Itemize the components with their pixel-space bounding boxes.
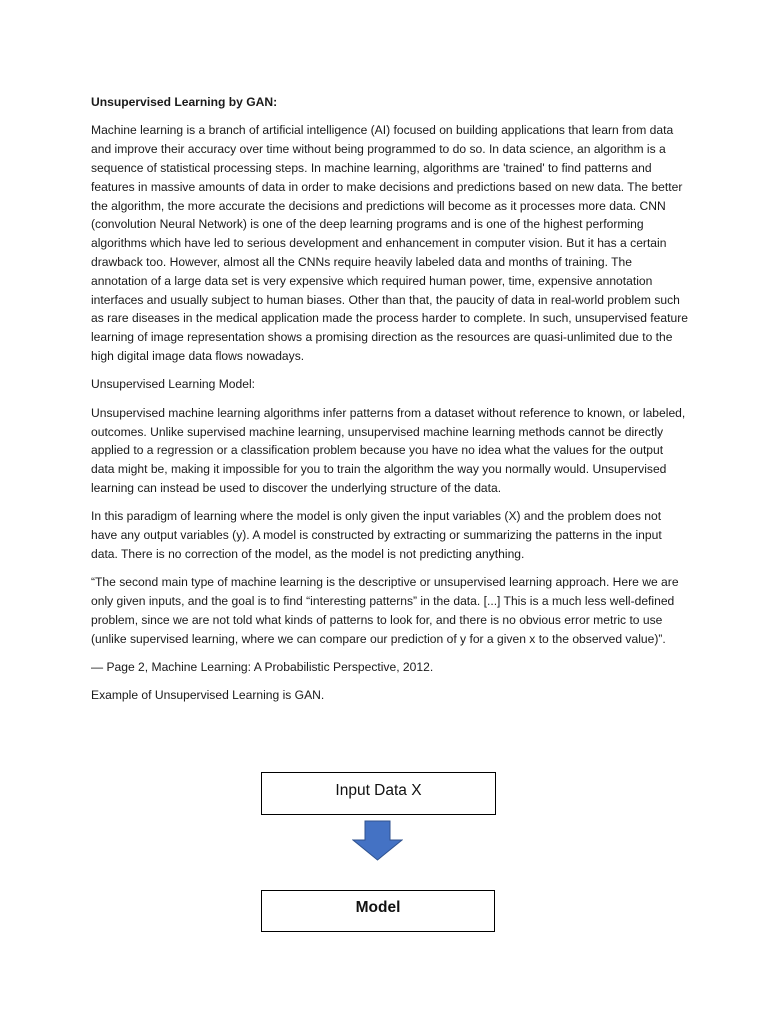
document-body [91, 93, 688, 715]
quote-paragraph: “The second main type of machine learning is the descriptive or unsupervised learning approach. Here we are only given inputs, and the goal is to find “interesting patterns” in the data. [...] This is a much less well-defined problem, since we are not told what kinds of patterns to look for, and there is no obvious error metric to use (unlike supervised learning, where we can compare our prediction of y for a given x to the observed value)”. [91, 575, 679, 646]
paragraph-unsupervised: Unsupervised machine learning algorithms infer patterns from a dataset without reference to known, or labeled, outcomes. Unlike supervised machine learning, unsupervised machine learning methods cannot be directly applied to a regression or a classification problem because you have no idea what the values for the output data might be, making it impossible for you to train the algorithm the way you normally would. Unsupervised learning can instead be used to discover the underlying structure of the data. [91, 405, 686, 495]
arrow-down-icon [352, 820, 403, 861]
paragraph-paradigm: In this paradigm of learning where the model is only given the input variables (X) and the problem does not have any output variables (y). A model is constructed by extracting or summarizing the patterns in the input data. There is no correction of the model, as the model is not predicting anything. [91, 509, 662, 561]
paragraph-intro: Machine learning is a branch of artificial intelligence (AI) focused on building applications that learn from data and improve their accuracy over time without being programmed to do so. In data science, an algorithm is a sequence of statistical processing steps. In machine learning, algorithms are 'trained' to find patterns and features in massive amounts of data in order to make decisions and predictions based on new data. The better the algorithm, the more accurate the decisions and predictions will become as it processes more data. CNN (convolution Neural Network) is one of the deep learning programs and is one of the highest performing algorithms which have led to serious development and enhancement in computer vision. But it has a certain drawback too. However, almost all the CNNs require heavily labeled data and months of training. The annotation of a large data set is very expensive which required human power, time, expensive annotation interfaces and usually subject to human biases. Other than that, the paucity of data in real-world problem such as rare diseases in the medical application made the process harder to complete. In such, unsupervised feature learning of image representation shows a promising direction as the resources are quasi-unlimited due to the high digital image data flows nowadays. [91, 123, 688, 363]
example-line: Example of Unsupervised Learning is GAN. [91, 688, 325, 703]
citation: — Page 2, Machine Learning: A Probabilistic Perspective, 2012. [91, 660, 434, 675]
model-box: Model [261, 890, 495, 932]
section-heading: Unsupervised Learning Model: [91, 377, 256, 392]
input-data-box: Input Data X [261, 772, 496, 815]
document-title: Unsupervised Learning by GAN: [91, 95, 278, 109]
